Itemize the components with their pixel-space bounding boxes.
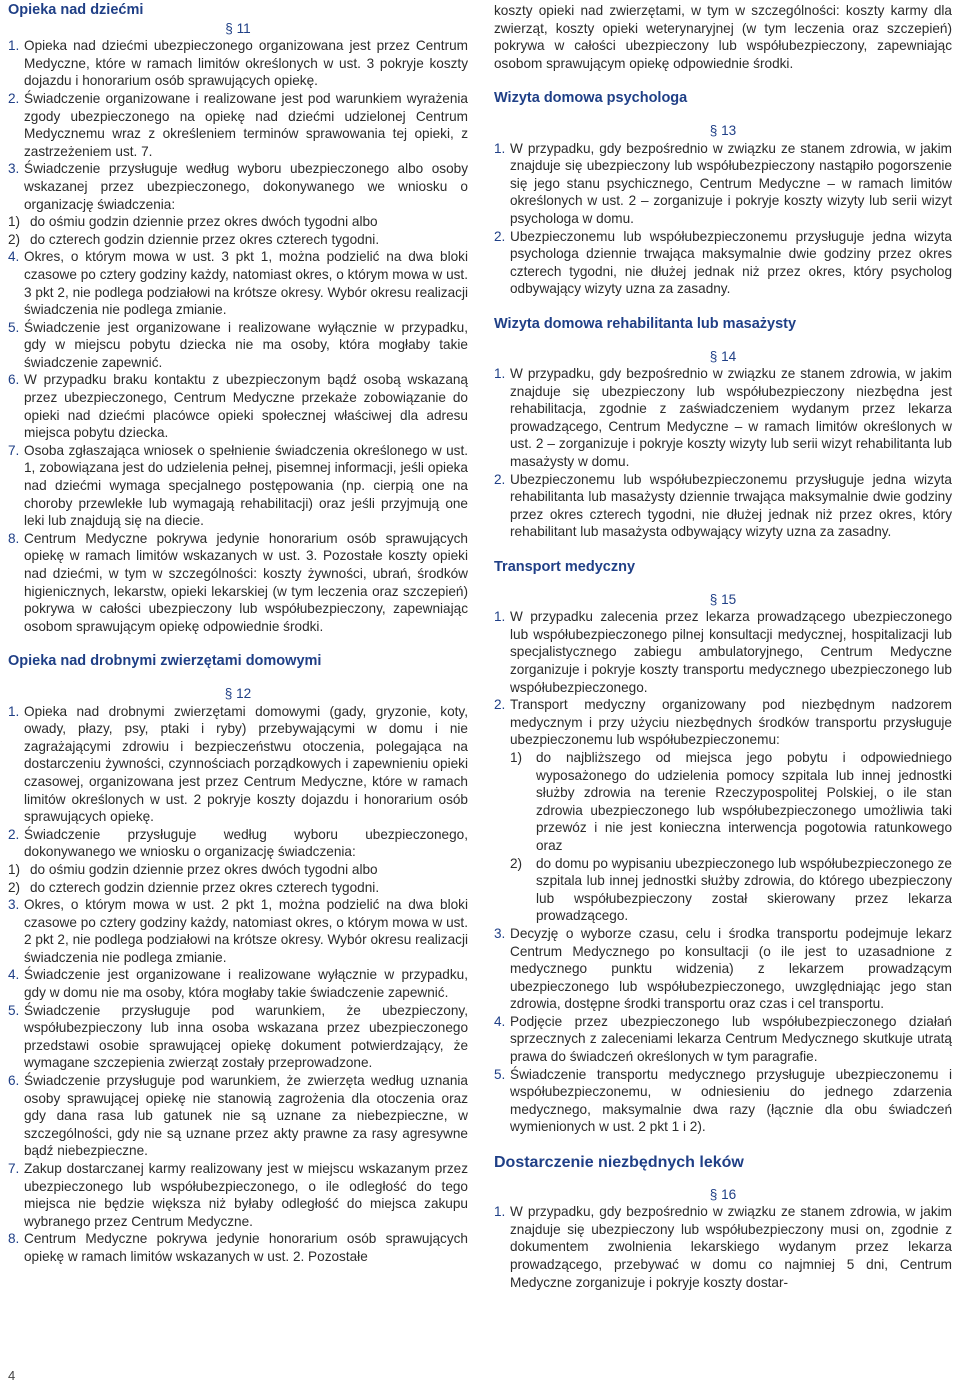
numbered-paragraph [8,896,468,966]
numbered-paragraph [494,1066,952,1136]
item-text: Osoba zgłaszająca wniosek o spełnienie świadczenia określonego w ust. 1, zobowiązana jest do udzielenia pełnej, pisemnej informacji, jeśli opieka nad dziećmi wymaga specjalnego postępowania (np. cierpią one na choroby przewlekłe lub wymagają rehabilitacji) oraz jeśli przyjmują one leki lub znajdują się na diecie. [24,442,468,529]
s12b-list [8,896,468,1265]
sub-item [8,879,468,897]
item-number: 5. [494,1066,506,1082]
numbered-paragraph [494,925,952,1013]
item-number: 1) [8,861,21,877]
item-text: do ośmiu godzin dziennie przez okres dwóch tygodni albo [30,214,378,230]
item-number: 3. [8,161,20,177]
item-text: Świadczenie przysługuje według wyboru ubezpieczonego, dokonywanego we wniosku o organizację świadczenia: [24,826,468,860]
item-text: Centrum Medyczne pokrywa jedynie honorarium osób sprawujących opiekę w ramach limitów wskazanych w ust. 3. Pozostałe koszty opieki nad dziećmi, w tym w szczególności: koszty żywności, ubrań, środków higienicznych, lekarstw, opieki lekarskiej (w tym leczenia oraz szczepień) pokrywa w całości ubezpieczony lub współubezpieczony, zapewniając osobom sprawującym opiekę odpowiednie środki. [24,530,468,634]
item-text: W przypadku braku kontaktu z ubezpieczonym bądź osobą wskazaną przez ubezpieczonego, Centrum Medyczne przekaże zobowiązanie do opieki nad dziećmi placówce opieki społecznej właściwej dla adresu miejsca pobytu dziecka. [24,372,468,441]
item-text: Decyzję o wyborze czasu, celu i środka transportu podejmuje lekarz Centrum Medycznego po konsultacji (o ile jest to uzasadnione z medycznego punktu widzenia) z lekarzem prowadzącym ubezpieczonego lub współubezpieczonego, uwzględniając jego stan zdrowia, dostępne środki transportu oraz czas i cel transportu. [510,925,952,1012]
section-12: § 12 [224,685,252,701]
heading-childcare: Opieka nad dziećmi [8,2,144,18]
left-column [8,2,468,1266]
item-number: 2. [494,471,506,487]
item-number: 4. [8,249,20,265]
item-text: Świadczenie jest organizowane i realizowane wyłącznie w przypadku, gdy w miejscu pobytu dziecka nie ma osoby, która mogłaby takie świadczenie zapewnić. [24,319,468,370]
item-number: 8. [8,1231,20,1247]
numbered-paragraph [494,1013,952,1066]
item-text: Zakup dostarczanej karmy realizowany jest w miejscu wskazanym przez ubezpieczonego lub współubezpieczonego, o ile odległość do tego miejsca nie będzie większa niż byłaby odległość do miejsca zakupu wybranego przez Centrum Medyczne. [24,1161,468,1229]
item-number: 5. [8,319,20,335]
section-16: § 16 [709,1186,737,1202]
item-text: W przypadku, gdy bezpośrednio w związku ze stanem zdrowia, w jakim znajduje się ubezpieczony lub współubezpieczony nastąpiło pogorszenie się jego stanu psychicznego, Centrum Medyczne – w ramach limitów określonych w ust. 2 – zorganizuje i pokryje koszty wizyty lub serii wizyt psychologa w domu. [510,140,952,226]
item-number: 7. [8,442,20,458]
item-number: 2) [510,855,523,871]
heading-medicines: Dostarczenie niezbędnych leków [494,1154,744,1172]
s15b-list [494,925,952,1136]
item-text: do czterech godzin dziennie przez okres czterech tygodni. [30,231,380,247]
item-number: 1. [494,366,506,382]
item-number: 5. [8,1002,20,1018]
item-text: Świadczenie jest organizowane i realizowane wyłącznie w przypadku, gdy w domu nie ma osoby, która mogłaby takie świadczenie zapewnić. [24,967,468,1001]
item-number: 6. [8,372,20,388]
item-text: Ubezpieczonemu lub współubezpieczonemu przysługuje jedna wizyta psychologa dziennie trwająca maksymalnie dwie godziny przez okres czterech tygodni, nie dłużej jednak niż przez okres, który psycholog odbywający wizyty uzna za zasadny. [510,228,952,297]
item-number: 1. [494,1204,506,1220]
sub-item [8,213,468,231]
item-text: do najbliższego od miejsca jego pobytu i odpowiedniego wyposażonego do udzielenia pomocy szpitala lub innej jednostki służby zdrowia na terenie Rzeczypospolitej Polskiej, o ile stan zdrowia ubezpieczonego lub współubezpieczonego umożliwia taki przewóz i nie jest konieczna interwencja pogotowia ratunkowego oraz [536,749,952,853]
item-number: 1. [8,38,20,54]
numbered-paragraph [8,90,468,160]
numbered-paragraph [494,365,952,471]
item-number: 7. [8,1161,20,1176]
item-text: Świadczenie transportu medycznego przysługuje ubezpieczonemu i współubezpieczonemu, w odniesieniu do jednego zdarzenia medycznego, maksymalnie dwa razy (łącznie dla obu świadczeń wymienionych w ust. 2 pkt 1 i 2). [510,1066,952,1135]
item-text: Transport medyczny organizowany pod niezbędnym nadzorem medycznym i przy użyciu niezbędnych środków transportu przysługuje ubezpieczonemu lub współubezpieczonemu: [510,697,952,748]
section-13: § 13 [709,122,737,138]
heading-transport: Transport medyczny [494,559,636,576]
item-text: Świadczenie przysługuje według wyboru ubezpieczonego albo osoby wskazanej przez ubezpieczonego, dokonywanego we wniosku o organizację świadczenia: [24,161,468,212]
item-number: 1. [494,609,506,625]
numbered-paragraph [8,1072,468,1160]
item-number: 4. [8,967,20,983]
numbered-paragraph [494,140,952,228]
item-text: do czterech godzin dziennie przez okres czterech tygodni. [30,879,380,895]
section-15: § 15 [709,591,737,607]
numbered-paragraph [8,319,468,372]
item-text: Opieka nad drobnymi zwierzętami domowymi (gady, gryzonie, koty, owady, płazy, psy, ptaki i ryby) przebywającymi w domu i nie zagrażającymi zdrowiu i bezpieczeństwu otoczenia, polegająca na dostarczeniu żywności, czynnościach porządkowych i zapewnieniu opieki czasowej, organizowana jest przez Centrum Medyczne, które w ramach limitów określonych w ust. 2 pokryje koszty dojazdu i honorarium osób sprawujących opiekę. [24,703,468,825]
item-text: W przypadku zalecenia przez lekarza prowadzącego ubezpieczonego lub współubezpieczonego pilnej konsultacji medycznej, hospitalizacji lub specjalistycznego zabiegu ambulatoryjnego, Centrum Medyczne zorganizuje i pokryje koszty transportu medycznego ubezpieczonego lub współubezpieczonego. [510,609,952,695]
item-text: do ośmiu godzin dziennie przez okres dwóch tygodni albo [30,861,378,877]
sub-item [494,855,952,925]
item-number: 2. [8,826,20,842]
numbered-paragraph [494,228,952,298]
heading-pet-care: Opieka nad drobnymi zwierzętami domowymi [8,653,322,670]
sub-item [8,861,468,879]
item-number: 2. [8,90,20,106]
numbered-paragraph [8,371,468,441]
numbered-paragraph [8,530,468,636]
numbered-paragraph [8,1230,468,1265]
item-text: Podjęcie przez ubezpieczonego lub współubezpieczonego działań sprzecznych z zaleceniami lekarza Centrum Medycznego skutkuje utratą prawa do świadczeń określonych w tym paragrafie. [510,1013,952,1065]
s15a-list [494,608,952,749]
item-number: 3. [494,925,506,941]
s11b-list [8,248,468,635]
item-text: W przypadku, gdy bezpośrednio w związku ze stanem zdrowia, w jakim znajduje się ubezpieczony lub współubezpieczony niezbędna jest rehabilitacja, zgodnie z zaświadczeniem wydanym przez lekarza prowadzącego, Centrum Medyczne – w ramach limitów określonych w ust. 2 – zorganizuje i pokryje koszty wizyty lub serii wizyt rehabilitanta lub masażysty w domu. [510,366,952,470]
numbered-paragraph [8,1160,468,1230]
item-number: 8. [8,530,20,546]
item-number: 6. [8,1073,20,1089]
numbered-paragraph [8,703,468,826]
item-number: 3. [8,897,20,913]
right-column [494,2,952,1291]
continuation-paragraph: koszty opieki nad zwierzętami, w tym w szczególności: koszty karmy dla zwierząt, koszty opieki weterynaryjnej (w tym leczenia oraz szczepień) pokrywa w całości ubezpieczony lub współubezpieczony, zapewniając osobom sprawującym opiekę odpowiednie środki. [494,3,952,71]
item-text: Świadczenie przysługuje pod warunkiem, że zwierzęta według uznania osoby sprawującej opiekę nie stanowią zagrożenia dla otoczenia oraz gdy dana rasa lub gatunek nie są uznane za niebezpieczne, w szczególności, gdy nie są uznane przez akty prawne za rasy agresywne bądź niebezpieczne. [24,1073,468,1159]
item-text: Opieka nad dziećmi ubezpieczonego organizowana jest przez Centrum Medyczne, które w ramach limitów określonych w ust. 3 pokryje koszty dojazdu i honorarium osób sprawujących opiekę. [24,38,468,89]
item-number: 1) [8,214,21,230]
item-text: W przypadku, gdy bezpośrednio w związku ze stanem zdrowia, w jakim znajduje się ubezpieczony lub współubezpieczony musi on, zgodnie z dokumentem zwolnienia lekarskiego wydanym przez lekarza prowadzącego, przebywać w domu co najmniej 5 dni, Centrum Medyczne zorganizuje i pokryje koszty dostar- [510,1204,952,1290]
sub-item [8,231,468,249]
section-14: § 14 [709,348,737,364]
numbered-paragraph [494,696,952,749]
item-number: 2. [494,228,506,244]
item-number: 1. [8,703,20,719]
numbered-paragraph [8,160,468,213]
heading-rehabilitation: Wizyta domowa rehabilitanta lub masażysty [494,315,797,332]
item-text: Okres, o którym mowa w ust. 3 pkt 1, można podzielić na dwa bloki czasowe po cztery godziny każdy, natomiast okres, o którym mowa w ust. 3 pkt 2, nie podlega podziałowi na krótsze okresy. Wybór okresu realizacji świadczenia nie podlega zmianie. [24,249,468,318]
s12a-list [8,703,468,861]
item-text: Ubezpieczonemu lub współubezpieczonemu przysługuje jedna wizyta rehabilitanta lub masażysty dziennie trwająca maksymalnie dwie godziny przez okres czterech tygodni, nie dłużej jednak niż przez okres, który rehabilitant lub masażysta odbywający wizyty uzna za zasadny. [510,471,952,540]
s14-list [494,365,952,541]
item-number: 4. [494,1013,506,1029]
numbered-paragraph [494,471,952,541]
numbered-paragraph [494,608,952,696]
numbered-paragraph [8,966,468,1001]
page-number: 4 [8,1368,16,1383]
section-11: § 11 [225,20,251,36]
numbered-paragraph [8,826,468,861]
s13-list [494,140,952,298]
item-number: 2. [494,697,506,713]
item-number: 1) [510,749,523,765]
item-text: Świadczenie przysługuje pod warunkiem, że ubezpieczony, współubezpieczony lub inna osoba wskazana przez ubezpieczonego przedstawi osobie sprawującej opiekę dokument potwierdzający, że wymagane szczepienia zwierząt zostały przeprowadzone. [24,1002,468,1071]
item-text: Centrum Medyczne pokrywa jedynie honorarium osób sprawujących opiekę w ramach limitów wskazanych w ust. 2. Pozostałe [24,1231,468,1264]
s12_2_sub-list [8,861,468,896]
s11_3_sub-list [8,213,468,248]
item-text: Świadczenie organizowane i realizowane jest pod warunkiem wyrażenia zgody ubezpieczonego na opiekę nad dziećmi udzielonej Centrum Medycznemu wraz z określeniem terminów sprawowania tej opieki, z zastrzeżeniem ust. 7. [24,90,468,159]
item-number: 1. [494,140,506,156]
item-number: 2) [8,231,21,247]
numbered-paragraph [8,37,468,90]
item-text: do domu po wypisaniu ubezpieczonego lub współubezpieczonego ze szpitala lub innej jednostki służby zdrowia, do którego ubezpieczony lub współubezpieczony został skierowany przez lekarza prowadzącego. [536,855,952,924]
sub-item [494,749,952,855]
numbered-paragraph [8,1002,468,1072]
item-text: Okres, o którym mowa w ust. 2 pkt 1, można podzielić na dwa bloki czasowe po cztery godziny każdy, natomiast okres, o którym mowa w ust. 2 pkt 2, nie podlega podziałowi na krótsze okresy. Wybór okresu realizacji świadczenia nie podlega zmianie. [24,897,468,965]
s11-list [8,37,468,213]
numbered-paragraph [494,1203,952,1291]
heading-psychologist: Wizyta domowa psychologa [494,90,688,107]
numbered-paragraph [8,442,468,530]
s15_2_sub-list [494,749,952,925]
s16-list [494,1203,952,1291]
numbered-paragraph [8,248,468,318]
item-number: 2) [8,879,21,895]
